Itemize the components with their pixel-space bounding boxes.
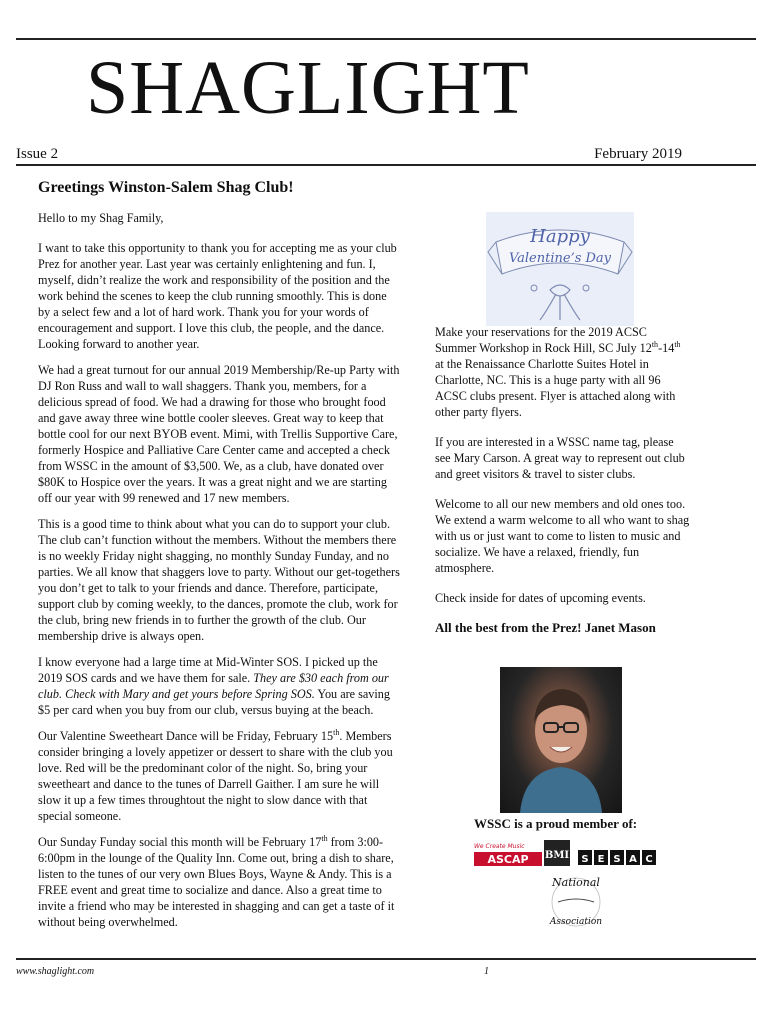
- portrait-icon: [500, 667, 622, 813]
- issue-number: Issue 2: [16, 146, 59, 162]
- svg-text:S: S: [581, 854, 589, 865]
- sesac-logo-icon: [578, 850, 656, 865]
- valentine-clipart: [486, 212, 634, 326]
- issue-date: February 2019: [594, 146, 682, 162]
- svg-text:A: A: [629, 854, 637, 865]
- paragraph-thanks: I want to take this opportunity to thank you for accepting me as your club Prez for another year. Last year was certainly enlightening and fun. I, myself, didn’t realize the work and responsibility of the position and the work behind the scenes to keep the club running smoothly. This is done by a select few and a lot of hard work. Thank you for your words of encouragement and support. I love this club, the people, and the dance. Looking forward to another year.: [38, 241, 397, 351]
- membership-caption: WSSC is a proud member of:: [474, 816, 638, 831]
- masthead-rule: [16, 164, 756, 166]
- svg-text:Association: Association: [549, 917, 603, 927]
- bmi-logo-text: BMI: [544, 850, 570, 861]
- creole-logo-text: We Create Music: [474, 843, 525, 850]
- ascap-logo-text: ASCAP: [487, 853, 529, 866]
- footer-url: www.shaglight.com: [16, 966, 95, 977]
- salutation: Hello to my Shag Family,: [38, 211, 164, 225]
- svg-text:E: E: [597, 854, 605, 865]
- paragraph-acsc-workshop: Make your reservations for the 2019 ACSC Summer Workshop in Rock Hill, SC July 12th-14th at the Renaissance Charlotte Suites Hotel in Charlotte, NC. This is a huge party with all 96 ACSC clubs present. Flyer is attached along with other party flyers.: [435, 325, 681, 419]
- paragraph-check-inside: Check inside for dates of upcoming events.: [435, 591, 646, 605]
- paragraph-membership-party: We had a great turnout for our annual 2019 Membership/Re-up Party with DJ Ron Russ and wall to wall shaggers. Thank you, members, for a delicious spread of food. We had a drawing for those who brought food and gave away three wine bottle cooler sleeves. Great way to keep that bottle cool for our next BYOB event. Mimi, with Trellis Supportive Care, formerly Hospice and Palliative Care Center came and accepted a check from WSSC in the amount of $3,500. We, as a club, have donated over $80K to Hospice over the years. It was a great night and we are starting off our year with 99 renewed and 17 new members.: [38, 363, 400, 505]
- logos-strip: [472, 838, 662, 938]
- valentine-line1: Happy: [530, 226, 590, 247]
- paragraph-support-club: This is a good time to think about what you can do to support your club. The club can’t function without the members. Without the members there is no weekly Friday night shagging, no monthly Sunday Funday, and no parties. We all know that shaggers love to party. Without our get-togethers you don’t get to talk to your friends and dance. Therefore, participate, support club by coming weekly, to the dances, promote the club, work for the club, bring new friends in to further the growth of the club. Our membership drive is always open.: [38, 517, 400, 643]
- greeting-heading: Greetings Winston-Salem Shag Club!: [38, 179, 294, 196]
- valentine-banner-icon: [486, 212, 634, 326]
- left-column: [38, 178, 400, 940]
- paragraph-sunday-funday: Our Sunday Funday social this month will be February 17th from 3:00-6:00pm in the lounge of the Quality Inn. Come out, bring a dish to share, listen to the tunes of our very own Blues Boys, Wayne & Andy. This is a FREE event and great time to socialize and dance. Also a great time to invite a friend who may be interested in shagging and can get a taste of it without being overwhelmed.: [38, 833, 395, 929]
- svg-text:S: S: [613, 854, 621, 865]
- signoff: All the best from the Prez! Janet Mason: [435, 620, 656, 635]
- top-rule: [16, 38, 756, 40]
- national-association-seal-icon: [549, 876, 602, 927]
- president-photo: [500, 667, 622, 813]
- page-number: 1: [484, 966, 489, 977]
- valentine-line2: Valentine’s Day: [508, 251, 612, 266]
- paragraph-welcome: Welcome to all our new members and old ones too. We extend a warm welcome to all who want to shag with us or just want to come to listen to music and socialize. We have a relaxed, friendly, fun atmosphere.: [435, 497, 690, 575]
- paragraph-name-tag: If you are interested in a WSSC name tag, please see Mary Carson. A great way to represent out club and greet visitors & travel to sister clubs.: [435, 435, 685, 481]
- association-logos: [472, 838, 662, 938]
- svg-text:C: C: [645, 854, 653, 865]
- footer-rule: [16, 958, 756, 960]
- paragraph-sos-cards: I know everyone had a large time at Mid-Winter SOS. I picked up the 2019 SOS cards and we have them for sale. They are $30 each from our club. Check with Mary and get yours before Spring SOS. You are saving $5 per card when you buy from our club, versus buying at the beach.: [38, 655, 390, 717]
- right-column: [435, 324, 690, 650]
- paragraph-valentine-dance: Our Valentine Sweetheart Dance will be Friday, February 15th. Members consider bringing a lovely appetizer or dessert to share with the club you love. Red will be the predominant color of the night. So, bring your sweetheart and dance to the tunes of Darrell Gaither. I am sure he will slow it up a few times throughtout the night to slow dance with that special someone.: [38, 727, 393, 823]
- masthead-title: SHAGLIGHT: [86, 46, 530, 130]
- svg-text:National: National: [552, 876, 600, 889]
